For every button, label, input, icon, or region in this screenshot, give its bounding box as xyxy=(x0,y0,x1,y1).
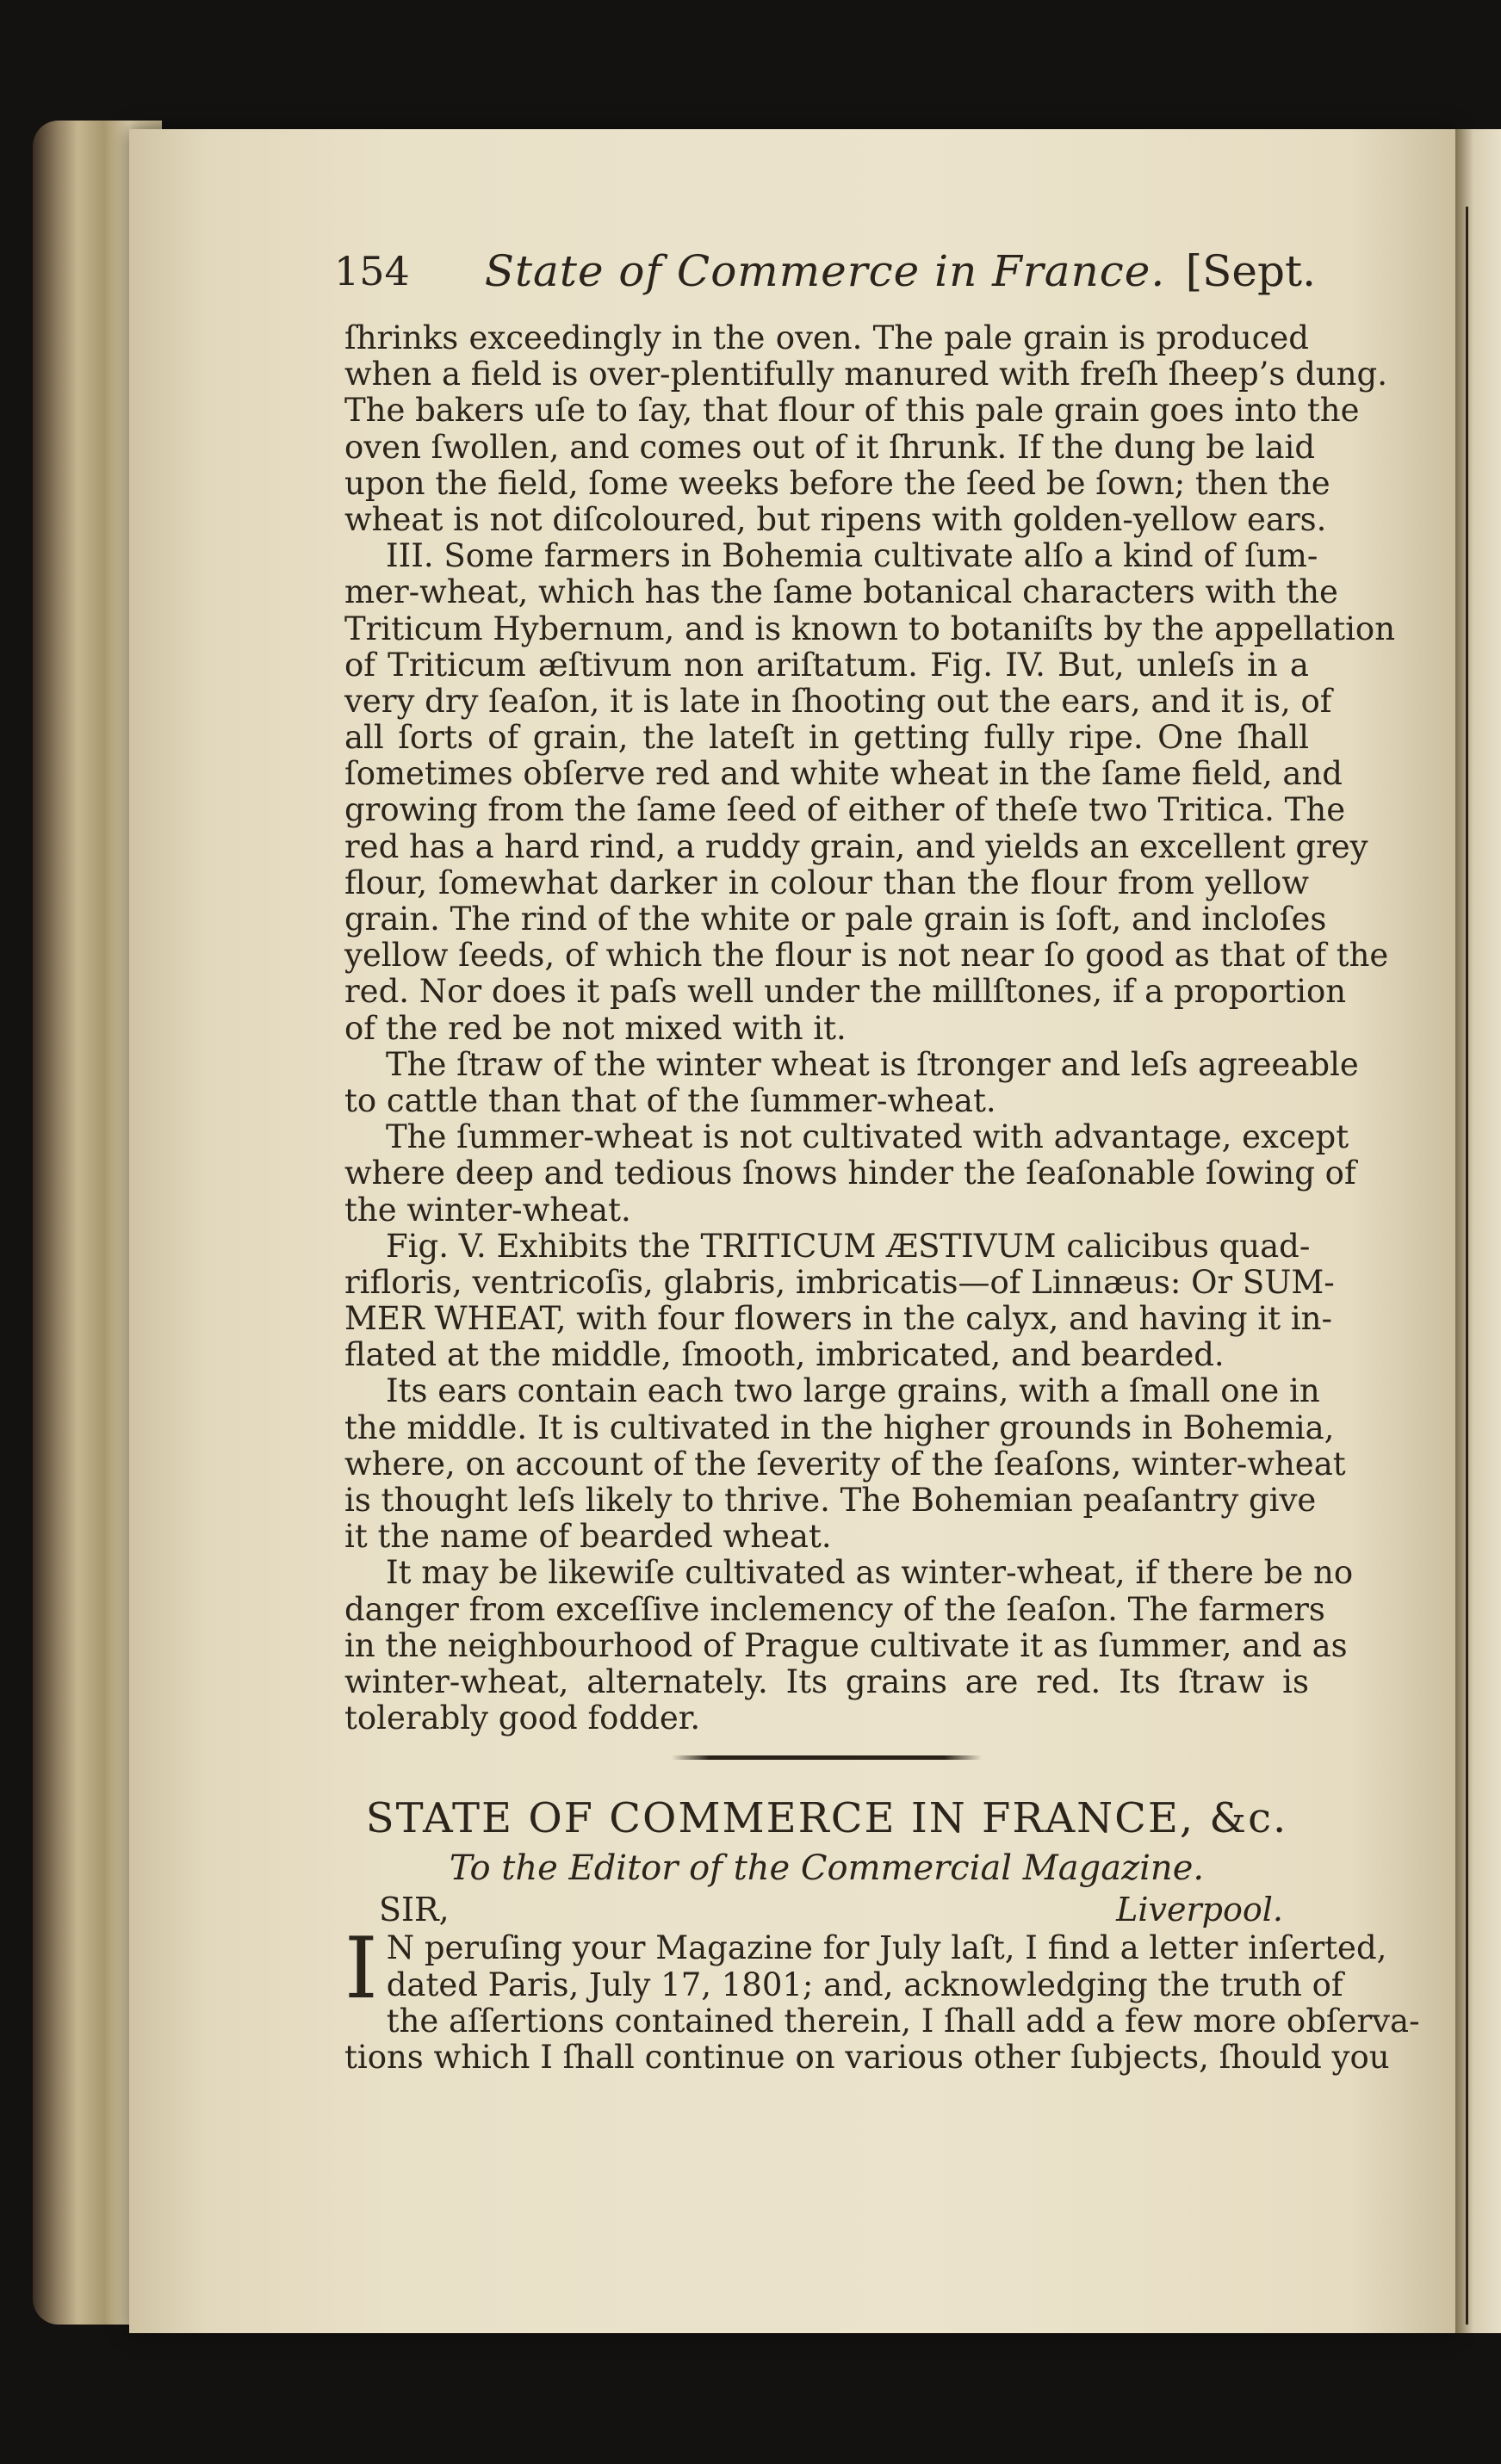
text-line: the middle. It is cultivated in the higher grounds in Bohemia, xyxy=(344,1408,1335,1446)
section-title: STATE OF COMMERCE IN FRANCE, &c. xyxy=(365,1794,1288,1843)
page-number: 154 xyxy=(334,248,410,294)
facing-page-rule xyxy=(1466,207,1468,2325)
text-line: ſometimes obſerve red and white wheat in the ſame field, and xyxy=(344,755,1343,793)
text-line: where deep and tedious ſnows hinder the ſeaſonable ſowing of xyxy=(344,1155,1356,1192)
text-line: where, on account of the ſeverity of the ſeaſons, winter-wheat xyxy=(344,1445,1346,1483)
text-line: tolerably good fodder. xyxy=(344,1699,701,1737)
text-line: red has a hard rind, a ruddy grain, and yields an excellent grey xyxy=(344,827,1368,865)
text-line: dated Paris, July 17, 1801; and, acknowledging the truth of xyxy=(386,1966,1343,2003)
drop-cap: I xyxy=(344,1920,378,2019)
article-wheat xyxy=(344,319,1396,1737)
text-line: to cattle than that of the ſummer-wheat. xyxy=(344,1081,996,1119)
section-divider xyxy=(672,1755,982,1760)
text-line: yellow ſeeds, of which the flour is not near ſo good as that of the xyxy=(344,937,1389,975)
text-line: Fig. V. Exhibits the TRITICUM ÆSTIVUM calicibus quad- xyxy=(386,1227,1311,1265)
text-line: ſhrinks exceedingly in the oven. The pale grain is produced xyxy=(344,319,1309,356)
editor-address: To the Editor of the Commercial Magazine. xyxy=(449,1848,1205,1889)
text-line: in the neighbourhood of Prague cultivate it as ſummer, and as xyxy=(344,1626,1348,1664)
text-line: is thought leſs likely to thrive. The Bohemian peaſantry give xyxy=(344,1482,1317,1519)
salutation: SIR, xyxy=(379,1891,450,1929)
running-header xyxy=(334,239,1316,317)
text-line: tions which I ſhall continue on various other ſubjects, ſhould you xyxy=(344,2038,1390,2076)
text-line: when a field is over-plentifully manured with freſh ſheep’s dung. xyxy=(344,356,1387,393)
text-line: flour, ſomewhat darker in colour than the flour from yellow xyxy=(344,864,1309,901)
text-line: rifloris, ventricoſis, glabris, imbricatis—of Linnæus: Or SUM- xyxy=(344,1263,1335,1301)
letter-place: Liverpool. xyxy=(1116,1891,1283,1929)
text-line: the winter-wheat. xyxy=(344,1191,631,1229)
text-line: Triticum Hybernum, and is known to botaniſts by the appellation xyxy=(344,610,1396,647)
text-line: MER WHEAT, with four flowers in the calyx, and having it in- xyxy=(344,1300,1332,1338)
text-line: The ſummer-wheat is not cultivated with advantage, except xyxy=(386,1118,1349,1156)
text-line: upon the field, ſome weeks before the ſeed be ſown; then the xyxy=(344,464,1330,502)
text-line: It may be likewiſe cultivated as winter-wheat, if there be no xyxy=(386,1554,1354,1592)
text-line: of the red be not mixed with it. xyxy=(344,1009,847,1047)
text-line: of Triticum æſtivum non ariſtatum. Fig. IV. But, unleſs in a xyxy=(344,646,1309,684)
text-line: danger from exceſſive inclemency of the ſeaſon. The farmers xyxy=(344,1590,1325,1628)
text-line: winter-wheat, alternately. Its grains are red. Its ſtraw is xyxy=(344,1662,1309,1700)
text-line: III. Some farmers in Bohemia cultivate alſo a kind of ſum- xyxy=(386,537,1318,575)
text-line: Its ears contain each two large grains, with a ſmall one in xyxy=(386,1372,1320,1410)
letter-body xyxy=(344,1920,1420,2076)
text-line: very dry ſeaſon, it is late in ſhooting out the ears, and it is, of xyxy=(344,682,1332,720)
text-line: flated at the middle, ſmooth, imbricated, and bearded. xyxy=(344,1336,1225,1374)
running-month: [Sept. xyxy=(1185,246,1316,296)
text-line: it the name of bearded wheat. xyxy=(344,1518,832,1556)
salutation-row xyxy=(344,1889,1309,1930)
facing-page-edge xyxy=(1455,129,1501,2333)
text-line: wheat is not diſcoloured, but ripens with golden-yellow ears. xyxy=(344,500,1327,538)
text-line: mer-wheat, which has the ſame botanical characters with the xyxy=(344,573,1338,611)
text-line: red. Nor does it paſs well under the millſtones, if a proportion xyxy=(344,973,1347,1011)
text-line: all ſorts of grain, the lateſt in getting fully ripe. One ſhall xyxy=(344,719,1309,757)
text-line: grain. The rind of the white or pale grain is ſoft, and incloſes xyxy=(344,901,1327,938)
text-line: The ſtraw of the winter wheat is ſtronger and leſs agreeable xyxy=(386,1045,1359,1083)
text-line: N peruſing your Magazine for July laſt, I find a letter inſerted, xyxy=(386,1929,1387,1967)
text-line: growing from the ſame ſeed of either of theſe two Tritica. The xyxy=(344,791,1346,829)
page-body xyxy=(344,319,1420,2076)
running-title: State of Commerce in France. xyxy=(484,246,1166,296)
text-line: the aſſertions contained therein, I ſhall add a few more obſerva- xyxy=(386,2002,1420,2040)
text-line: The bakers uſe to ſay, that flour of this pale grain goes into the xyxy=(344,392,1360,430)
text-line: oven ſwollen, and comes out of it ſhrunk. If the dung be laid xyxy=(344,428,1316,466)
